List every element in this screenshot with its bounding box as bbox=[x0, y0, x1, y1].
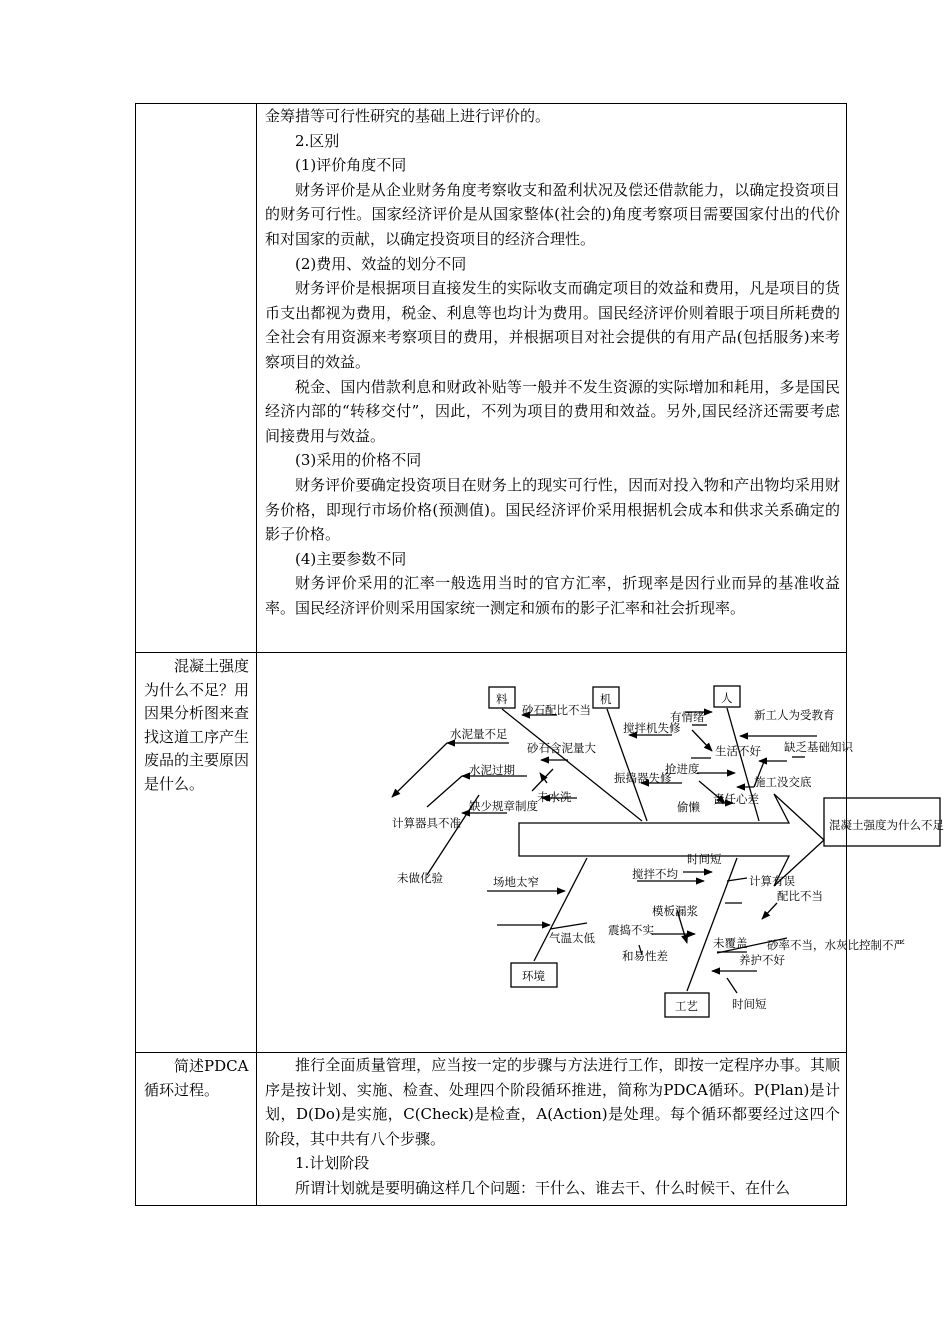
qa-table bbox=[135, 103, 944, 1206]
answer-paragraph: 财务评价是从企业财务角度考察收支和盈利状况及偿还借款能力，以确定投资项目的财务可行性。国家经济评价是从国家整体(社会的)角度考察项目需要国家付出的代价和对国家的贡献，以确定投资项目的经济合理性。 bbox=[265, 180, 840, 248]
section-heading: 1.计划阶段 bbox=[295, 1154, 370, 1173]
cause-label: 未做化验 bbox=[397, 871, 443, 885]
table-row bbox=[136, 653, 847, 1053]
answer-paragraph: 财务评价要确定投资项目在财务上的现实可行性，因而对投入物和产出物均采用财务价格，即现行市场价格(预测值)。国民经济评价采用根据机会成本和供求关系确定的影子价格。 bbox=[265, 475, 840, 544]
answer-paragraph: 金筹措等可行性研究的基础上进行评价的。 bbox=[265, 107, 551, 125]
category-label-process: 工艺 bbox=[675, 999, 698, 1013]
cause-label: 未覆盖 bbox=[713, 936, 748, 950]
subsection-heading: (3)采用的价格不同 bbox=[295, 451, 422, 470]
category-label-machine: 机 bbox=[600, 692, 612, 706]
fishbone-diagram bbox=[257, 653, 944, 1048]
cause-label: 水泥过期 bbox=[469, 763, 515, 777]
cause-label: 砂石配比不当 bbox=[522, 703, 591, 717]
cause-label: 模板漏浆 bbox=[652, 904, 698, 918]
cause-label: 场地太窄 bbox=[493, 875, 539, 889]
cause-label: 和易性差 bbox=[622, 949, 668, 963]
question-cell bbox=[136, 1053, 257, 1206]
cause-label: 施工没交底 bbox=[754, 775, 812, 789]
category-label-people: 人 bbox=[721, 691, 733, 705]
cause-label: 水泥量不足 bbox=[450, 727, 508, 741]
category-label-environment: 环境 bbox=[522, 969, 545, 983]
cause-label: 偷懒 bbox=[677, 800, 700, 814]
cause-label: 缺乏基础知识 bbox=[784, 740, 853, 754]
question-cell bbox=[136, 653, 257, 1053]
cause-label: 砂率不当，水灰比控制不严 bbox=[767, 938, 905, 952]
answer-cell bbox=[257, 653, 944, 1053]
answer-cell bbox=[257, 104, 847, 653]
question-text: 简述PDCA循环过程。 bbox=[144, 1057, 249, 1099]
cause-label: 时间短 bbox=[687, 852, 722, 866]
effect-label: 混凝土强度为什么不足 bbox=[829, 818, 944, 832]
cause-label: 震捣不实 bbox=[608, 923, 654, 937]
cause-label: 配比不当 bbox=[777, 889, 823, 903]
cause-label: 振捣器失修 bbox=[614, 771, 672, 785]
cause-label: 时间短 bbox=[732, 997, 767, 1011]
section-heading: 2.区别 bbox=[295, 131, 340, 150]
cause-label: 抢进度 bbox=[665, 762, 700, 776]
cause-label: 未水洗 bbox=[537, 790, 572, 804]
cause-label: 搅拌不均 bbox=[632, 867, 678, 881]
cause-label: 气温太低 bbox=[549, 931, 595, 945]
answer-paragraph: 所谓计划就是要明确这样几个问题：干什么、谁去干、什么时候干、在什么 bbox=[295, 1178, 791, 1197]
cause-label: 计算有误 bbox=[749, 874, 795, 888]
answer-paragraph: 推行全面质量管理，应当按一定的步骤与方法进行工作，即按一定程序办事。其顺序是按计划、实施、检查、处理四个阶段循环推进，简称为PDCA循环。P(Plan)是计划，D(Do)是实施，C(Check)是检查，A(Action)是处理。每个循环都要经过这四个阶段，其中共有八个步骤。 bbox=[265, 1056, 840, 1148]
answer-paragraph: 财务评价是根据项目直接发生的实际收支而确定项目的效益和费用，凡是项目的货币支出都视为费用，税金、利息等也均计为费用。国民经济评价则着眼于项目所耗费的全社会有用资源来考察项目的费用，并根据项目对社会提供的有用产品(包括服务)来考察项目的效益。 bbox=[265, 279, 840, 371]
answer-paragraph: 财务评价采用的汇率一般选用当时的官方汇率，折现率是因行业而异的基准收益率。国民经济评价则采用国家统一测定和颁布的影子汇率和社会折现率。 bbox=[265, 574, 840, 617]
cause-label: 有情绪 bbox=[670, 710, 705, 724]
subsection-heading: (4)主要参数不同 bbox=[295, 549, 407, 568]
bone-environment bbox=[534, 858, 587, 961]
question-cell bbox=[136, 104, 257, 653]
answer-cell bbox=[257, 1053, 847, 1206]
question-text: 混凝土强度为什么不足？用因果分析图来查找这道工序产生废品的主要原因是什么。 bbox=[144, 657, 250, 793]
cause-label: 砂石含泥量大 bbox=[527, 741, 596, 755]
cause-label: 搅拌机失修 bbox=[623, 721, 681, 735]
table-row bbox=[136, 104, 847, 653]
cause-label: 缺少规章制度 bbox=[469, 799, 538, 813]
subsection-heading: (1)评价角度不同 bbox=[295, 156, 407, 175]
cause-label: 新工人为受教育 bbox=[754, 708, 835, 722]
cause-label: 责任心差 bbox=[713, 792, 759, 806]
subsection-heading: (2)费用、效益的划分不同 bbox=[295, 254, 467, 273]
answer-paragraph: 税金、国内借款利息和财政补贴等一般并不发生资源的实际增加和耗用，多是国民经济内部的“转移交付”，因此，不列为项目的费用和效益。另外,国民经济还需要考虑间接费用与效益。 bbox=[265, 377, 840, 445]
cause-label: 生活不好 bbox=[715, 744, 761, 758]
table-row bbox=[136, 1053, 847, 1206]
question-text bbox=[136, 104, 256, 106]
cause-label: 养护不好 bbox=[739, 953, 785, 967]
cause-label: 计算器具不准 bbox=[392, 816, 461, 830]
category-label-material: 料 bbox=[496, 692, 508, 706]
